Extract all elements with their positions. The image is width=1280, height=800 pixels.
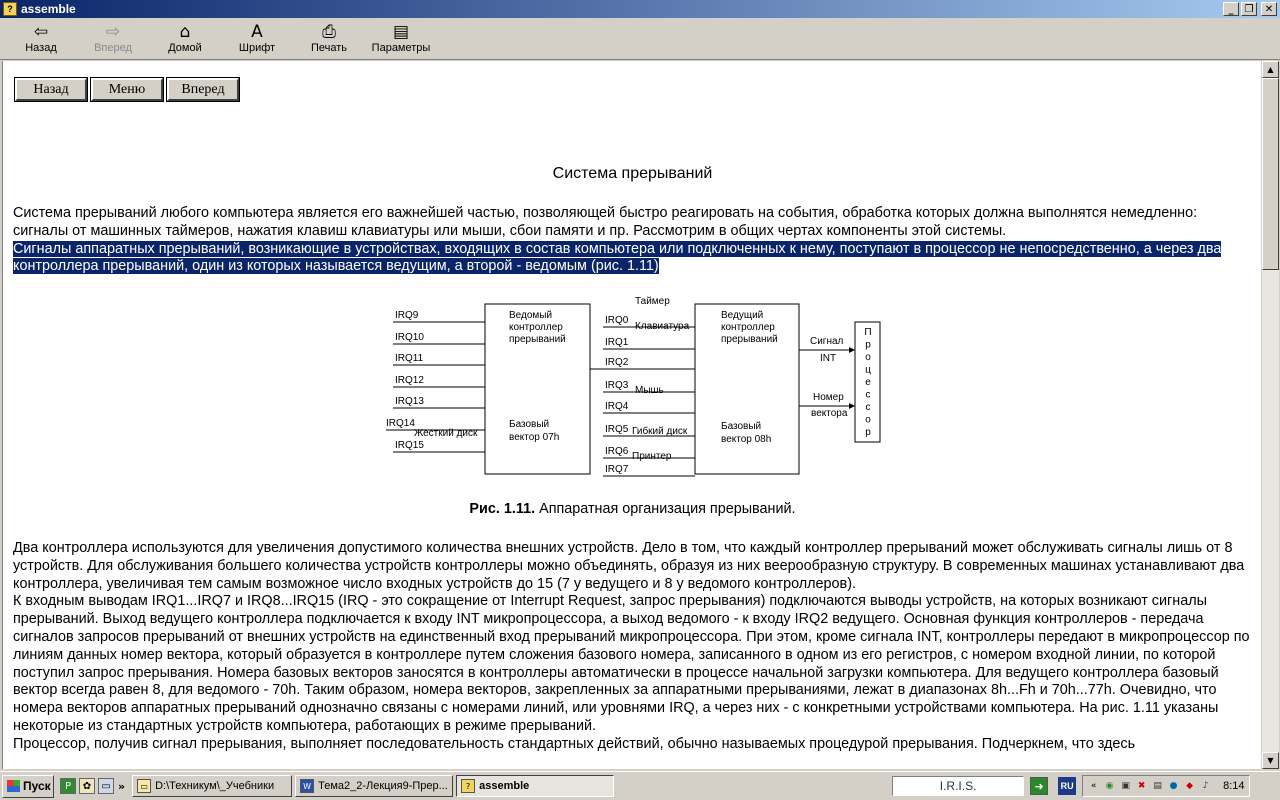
taskbar [0,771,1280,800]
svg-text:прерываний: прерываний [509,334,566,345]
svg-text:Ведомый: Ведомый [509,310,553,321]
processor-letter: р [865,427,871,438]
device-fdd: Гибкий диск [632,426,688,437]
quick-launch [60,778,114,794]
processor-letter: р [865,339,871,351]
title-bar [0,0,1280,18]
minimize-button[interactable]: _ [1223,2,1239,16]
processor-letter: П [864,327,872,338]
windows-logo-icon [7,780,20,792]
slave-irq-label: IRQ9 [395,310,419,321]
device-keyboard: Клавиатура [635,321,690,332]
system-tray [1082,775,1249,797]
body-text [13,540,1253,754]
page-menu-button[interactable]: Меню [91,78,163,101]
master-irq-label: IRQ7 [605,464,629,475]
caption-number: Рис. 1.11. [469,501,536,517]
figure-caption [3,501,1261,517]
paragraph-3: К входным выводам IRQ1...IRQ7 и IRQ8...IRQ15 (IRQ - это сокращение от Interrupt Request, запрос прерывания) подключаются выводы устройств, на которых возникают сигналы прерываний. Выход ведущего контроллера подключается к входу INT микропроцессора, а выход ведомого - к входу IRQ2 ведущего. Основная функция контроллеров - передача сигналов запросов прерываний от внешних устройств на единственный вход прерываний микропроцессора. При этом, кроме сигнала INT, контроллеры передают в микропроцессор по линиям данных номер вектора, который образуется в контроллере путем сложения базового номера, записанного в одном из его регистров, с номером входной линии, по которой поступил запрос прерывания. Номера базовых векторов заносятся в контроллеры автоматически в процессе начальной загрузки компьютера. Для ведущего контроллера базовый вектор всегда равен 8, для ведомого - 70h. Таким образом, номера векторов, закрепленных за аппаратными прерываниями, лежат в диапазонах 8h...Fh и 70h...77h. Очевидно, что номера векторов аппаратных прерываний однозначно связаны с номерами линий, или уровнями IRQ, а через них - с конкретными устройствами компьютера. На рис. 1.11 указаны некоторые из стандартных устройств компьютера, работающих в режиме прерываний. [13,593,1250,734]
processor-letter: е [865,377,871,388]
toolbar-back-button[interactable] [5,18,77,58]
toolbar-print-label: Печать [310,42,348,54]
home-icon: ⌂ [179,22,191,42]
svg-text:Базовый: Базовый [721,421,762,432]
vector-label: Номер [813,392,844,403]
maximize-button[interactable]: ❐ [1241,2,1257,16]
master-irq-label: IRQ4 [605,401,629,412]
svg-text:контроллер: контроллер [509,322,563,333]
master-irq-label: IRQ1 [605,337,629,348]
caption-text: Аппаратная организация прерываний. [535,501,796,517]
task-explorer[interactable] [132,775,292,797]
master-irq-label: IRQ2 [605,357,629,368]
svg-text:Ведущий: Ведущий [721,310,764,321]
help-app-icon: ? [3,2,17,16]
go-arrow-icon[interactable]: ➜ [1030,777,1048,795]
paragraph-4: Процессор, получив сигнал прерывания, выполняет последовательность стандартных действий, обычно называемых процедурой прерывания. Подчеркнем, что здесь [13,735,1136,752]
device-mouse: Мышь [635,385,664,396]
master-irq-label: IRQ0 [605,315,629,326]
tray-antivirus-icon[interactable]: ✖ [1137,781,1146,791]
slave-irq-label: IRQ12 [395,375,424,386]
slave-irq-label: IRQ15 [395,440,424,451]
back-arrow-icon: ⇦ [33,22,49,42]
toolbar-options-label: Параметры [371,42,431,54]
processor-letter: с [865,389,871,401]
toolbar-print-button[interactable] [293,18,365,58]
tray-display-icon[interactable]: ▤ [1153,781,1162,791]
forward-arrow-icon: ⇨ [105,22,121,42]
tray-agent-icon[interactable]: ● [1169,781,1178,791]
tray-volume-icon[interactable]: ♪ [1202,781,1209,791]
slave-irq-label: IRQ13 [395,396,424,407]
quick-launch-tool-icon[interactable]: ✿ [79,778,95,794]
master-irq-label: IRQ5 [605,424,629,435]
intro-text: Система прерываний любого компьютера является его важнейшей частью, позволяющей быстро реагировать на события, обработка которых должна выполнятся немедленно: сигналы от машинных таймеров, нажатия клавиш клавиатуры или мыши, сбои памяти и пр. Рассмотрим в общих чертах компоненты этой системы. [13,205,1198,239]
scroll-thumb[interactable] [1262,78,1279,270]
toolbar-back-label: Назад [25,42,57,54]
folder-icon: ▭ [137,779,151,793]
device-timer: Таймер [635,296,670,307]
task-assemble-label: assemble [479,780,530,792]
page-forward-button[interactable]: Вперед [167,78,239,101]
signal-int-label: INT [820,353,837,364]
processor-letter: о [865,414,871,426]
svg-text:вектор 07h: вектор 07h [509,432,560,443]
vertical-scrollbar[interactable] [1262,61,1279,769]
master-irq-label: IRQ3 [605,380,629,391]
quick-launch-desktop-icon[interactable]: ▭ [98,778,114,794]
tray-media-icon[interactable]: ◆ [1186,781,1194,791]
toolbar-font-button[interactable] [221,18,293,58]
slave-base-vector [509,419,559,443]
svg-text:прерываний: прерываний [721,334,778,345]
font-icon: A [251,22,263,42]
page-title: Система прерываний [552,165,713,182]
toolbar-font-label: Шрифт [238,42,276,54]
tray-device-icon[interactable]: ▣ [1121,781,1130,791]
quick-launch-chevron-icon[interactable]: » [118,779,126,793]
processor-label [864,327,871,438]
task-word[interactable] [295,775,453,797]
page-back-button[interactable]: Назад [15,78,87,101]
slave-irq-label: IRQ14 [386,418,415,429]
tray-expand-icon[interactable]: « [1090,781,1097,791]
start-button[interactable] [2,775,54,798]
master-irq-label: IRQ6 [605,446,629,457]
vector-label-2: вектора [811,408,848,419]
close-button[interactable]: ✕ [1261,2,1277,16]
toolbar [0,18,1280,60]
scroll-down-icon[interactable]: ▼ [1262,752,1279,769]
slave-irq-label: IRQ11 [395,353,424,364]
master-base-vector [721,421,771,445]
paragraph-2: Два контроллера используются для увеличения допустимого количества внешних устройств. Дело в том, что каждый контроллер прерываний может обслуживать сигналы лишь от 8 устройств. Для обслуживания большего количества устройств контроллеры можно объединять, образуя из них веерообразную структуру. В современных машинах устанавливают два контроллера, увеличивая тем самым возможное число входных устройств до 15 (7 у ведущего и 8 у ведомого контроллеров). [13,540,1245,592]
scroll-up-icon[interactable]: ▲ [1262,61,1279,78]
signal-label: Сигнал [810,336,844,347]
svg-text:вектор 08h: вектор 08h [721,434,772,445]
clock[interactable]: 8:14 [1223,780,1245,792]
window-title: assemble [21,2,76,16]
tray-network-icon[interactable]: ◉ [1105,781,1114,791]
toolbar-home-button[interactable] [149,18,221,58]
options-icon: ▤ [392,22,410,42]
toolbar-home-label: Домой [168,42,202,54]
word-icon: W [300,779,314,793]
processor-letter: с [865,402,871,413]
processor-letter: ц [865,364,871,376]
intro-paragraph [13,205,1253,276]
interrupt-diagram [383,294,884,482]
svg-text:контроллер: контроллер [721,322,775,333]
iris-toolbar[interactable]: I.R.I.S. [892,776,1024,796]
start-label: Пуск [23,779,51,793]
slave-title [509,310,566,345]
page-nav [15,78,239,101]
language-indicator[interactable]: RU [1058,777,1076,795]
task-word-label: Тема2_2-Лекция9-Прер... [318,780,448,792]
toolbar-forward-button[interactable] [77,18,149,58]
master-title [721,310,778,345]
toolbar-forward-label: Вперед [94,42,132,54]
processor-letter: о [865,352,871,363]
device-hdd: Жесткий диск [414,428,478,439]
selected-text: Сигналы аппаратных прерываний, возникающие в устройствах, входящих в состав компьютера или подключенных к нему, поступают в процессор не непосредственно, а через два контроллера прерываний, один из которых называется ведущим, а второй - ведомым (рис. 1.11) [13,240,1222,275]
quick-launch-app-icon[interactable]: P [60,778,76,794]
task-explorer-label: D:\Техникум\_Учебники [155,780,275,792]
printer-icon: ⎙ [322,22,336,42]
device-printer: Принтер [632,451,672,462]
task-assemble[interactable] [456,775,614,797]
help-icon: ? [461,779,475,793]
slave-irq-label: IRQ10 [395,332,424,343]
toolbar-options-button[interactable] [365,18,437,58]
svg-text:Базовый: Базовый [509,419,550,430]
help-content-pane[interactable] [2,61,1261,769]
